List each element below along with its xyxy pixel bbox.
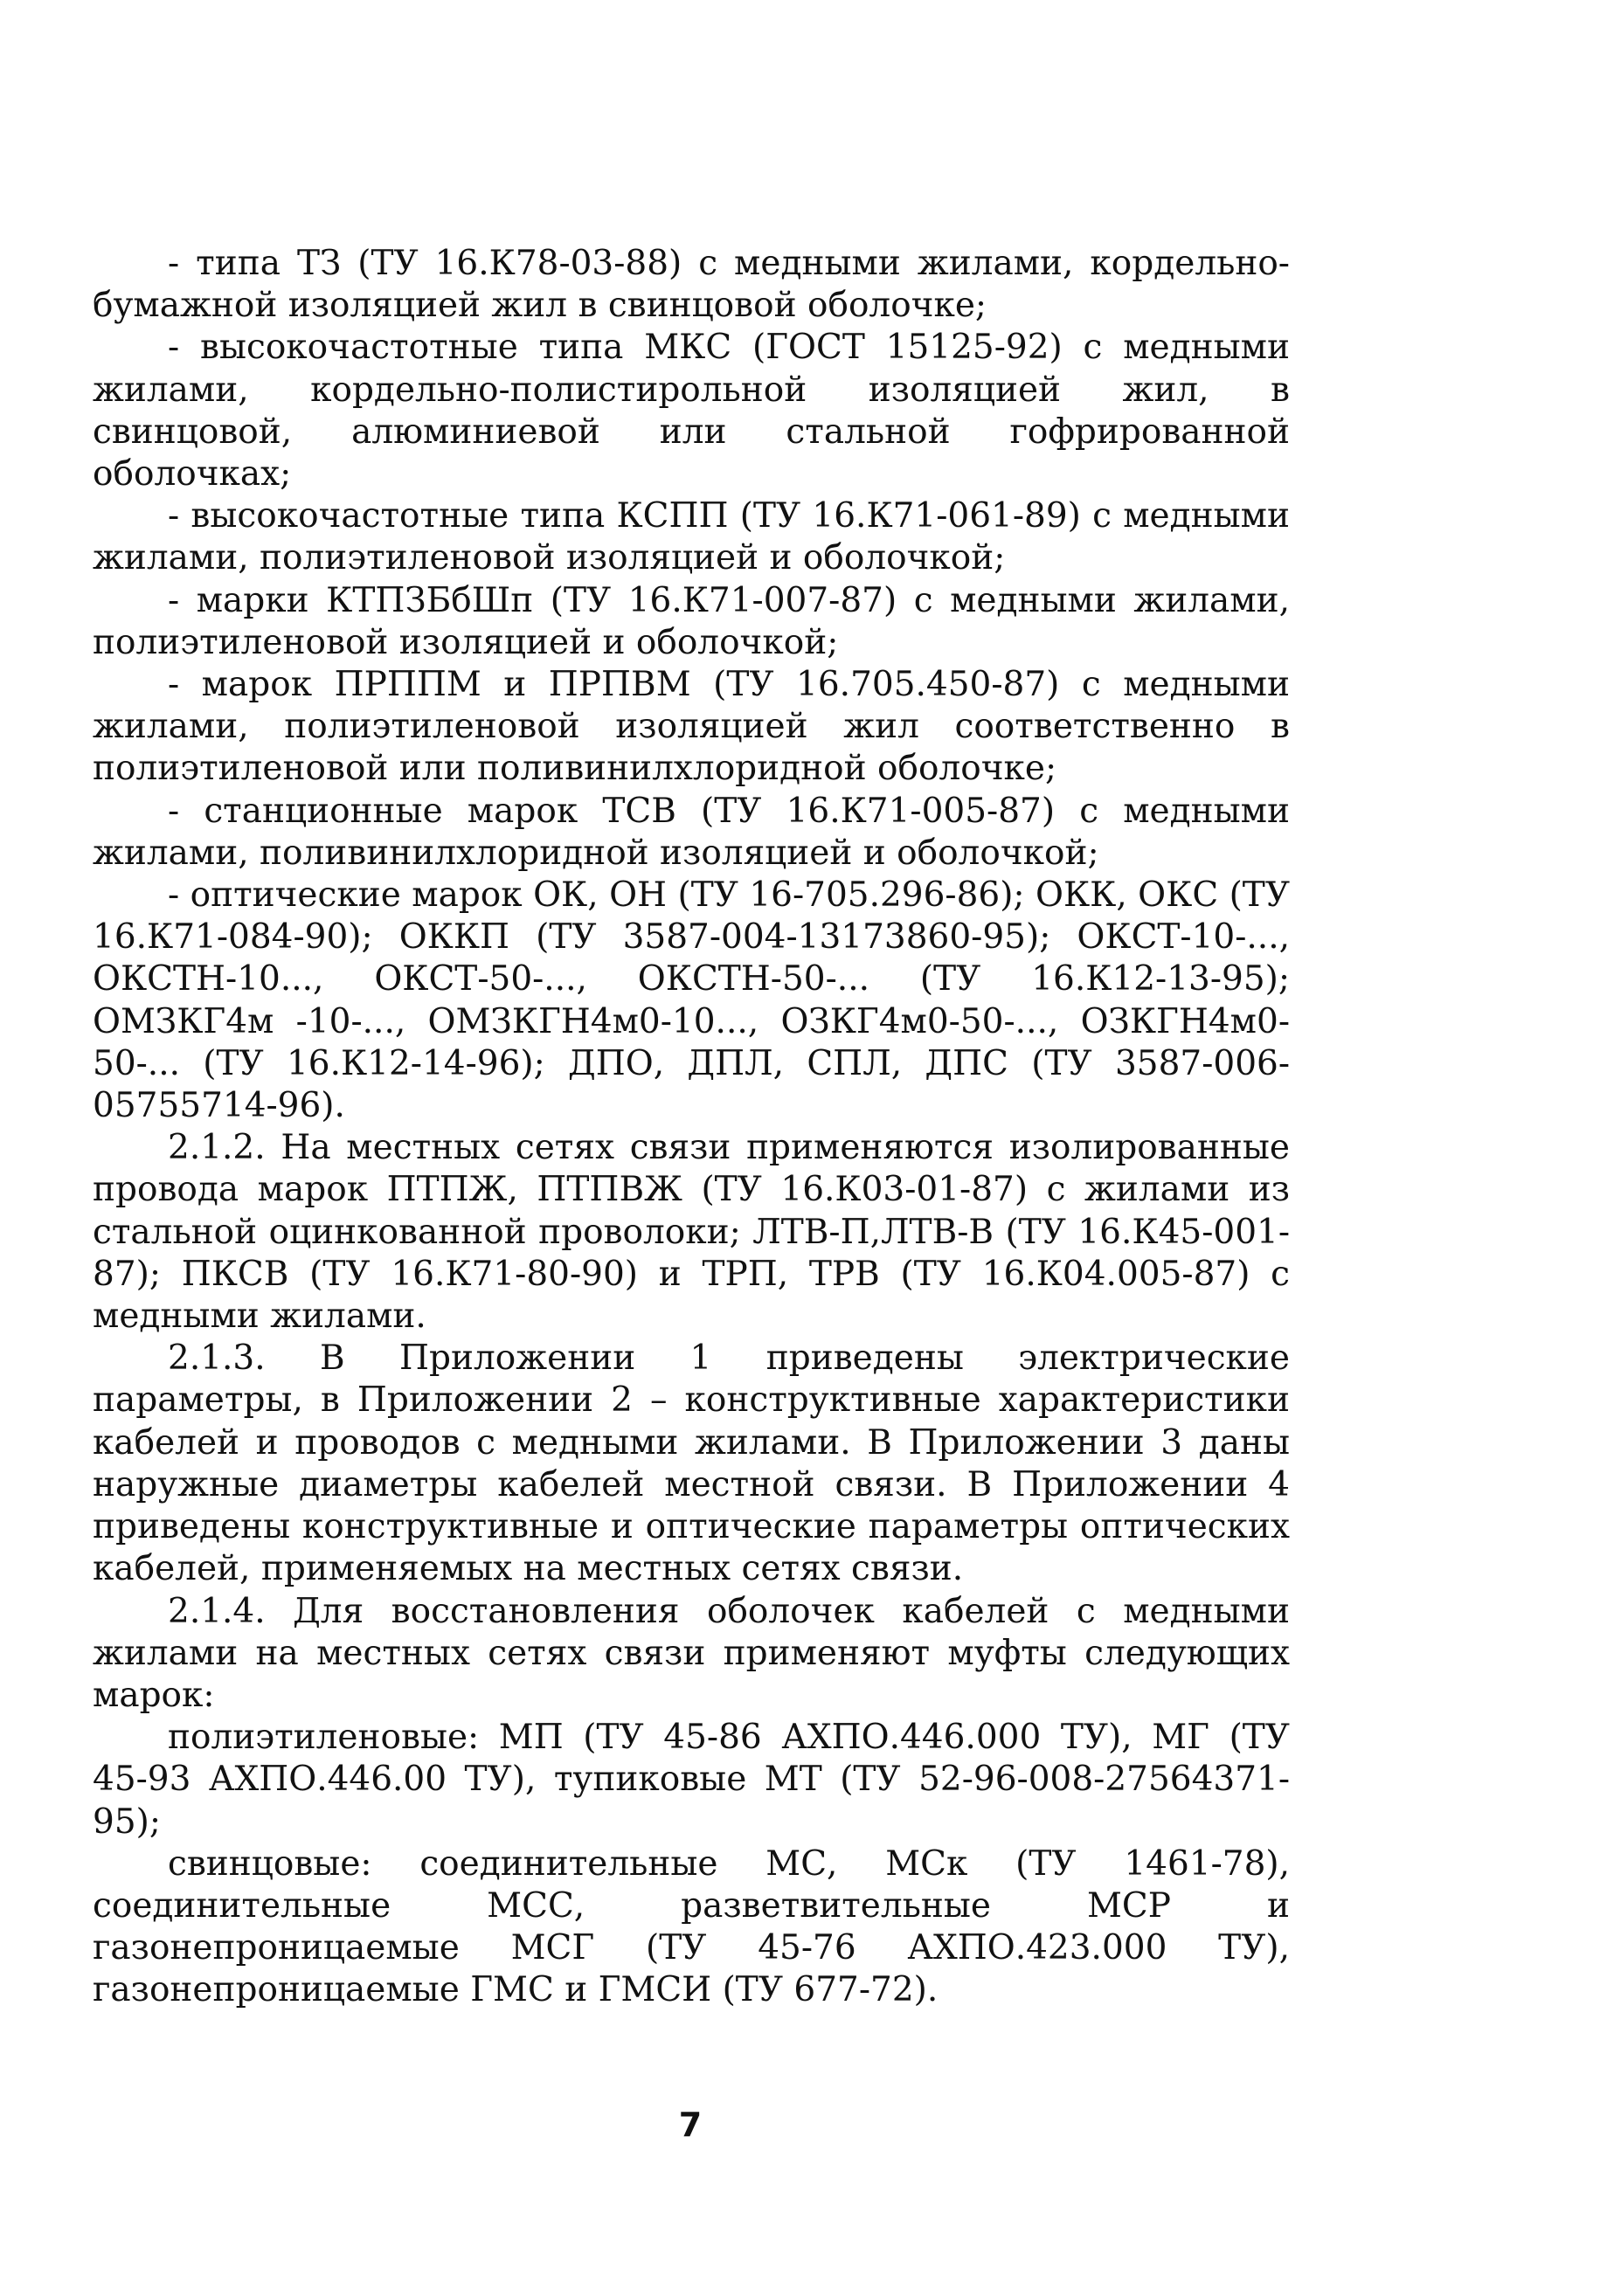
paragraph-cable-tsv: - станционные марок ТСВ (ТУ 16.К71-005-87) с медными жилами, поливинилхлоридной изоляцией и оболочкой; [93,791,1290,873]
paragraph-2-1-2: 2.1.2. На местных сетях связи применяются изолированные провода марок ПТПЖ, ПТПВЖ (ТУ 16.К03-01-87) с жилами из стальной оцинкованной проволоки; ЛТВ-П,ЛТВ-В (ТУ 16.К45-001-87); ПКСВ (ТУ 16.К71-80-90) и ТРП, ТРВ (ТУ 16.К04.005-87) с медными жилами. [93,1128,1290,1337]
paragraph-optical-cables: - оптические марок ОК, ОН (ТУ 16-705.296-86); ОКК, ОКС (ТУ 16.К71-084-90); ОККП (ТУ 3587-004-13173860-95); ОКСТ-10-..., ОКСТН-10..., ОКСТ-50-..., ОКСТН-50-... (ТУ 16.К12-13-95); ОМЗКГ4м -10-..., ОМЗКГН4м0-10..., ОЗКГ4м0-50-..., ОЗКГН4м0-50-... (ТУ 16.К12-14-96); ДПО, ДПЛ, СПЛ, ДПС (ТУ 3587-006-05755714-96). [93,875,1290,1126]
paragraph-2-1-3: 2.1.3. В Приложении 1 приведены электрические параметры, в Приложении 2 – конструктивные характеристики кабелей и проводов с медными жилами. В Приложении 3 даны наружные диаметры кабелей местной связи. В Приложении 4 приведены конструктивные и оптические параметры оптических кабелей, применяемых на местных сетях связи. [93,1338,1290,1589]
paragraph-cable-ktpzb: - марки КТПЗБбШп (ТУ 16.К71-007-87) с медными жилами, полиэтиленовой изоляцией и оболочкой; [93,580,1290,662]
paragraph-lead-couplings: свинцовые: соединительные МС, МСк (ТУ 1461-78), соединительные МСС, разветвительные МСР и газонепроницаемые МСГ (ТУ 45-76 АХПО.423.000 ТУ), газонепроницаемые ГМС и ГМСИ (ТУ 677-72). [93,1843,1290,2010]
paragraph-cable-tz: - типа ТЗ (ТУ 16.К78-03-88) с медными жилами, кордельно-бумажной изоляцией жил в свинцовой оболочке; [93,244,1290,326]
page-number: 7 [678,2106,703,2144]
paragraph-cable-mks: - высокочастотные типа МКС (ГОСТ 15125-92) с медными жилами, кордельно-полистирольной изоляцией жил, в свинцовой, алюминиевой или стальной гофрированной оболочках; [93,328,1290,494]
body-text [93,243,1290,2012]
paragraph-cable-prppm: - марок ПРППМ и ПРПВМ (ТУ 16.705.450-87) с медными жилами, полиэтиленовой изоляцией жил соответственно в полиэтиленовой или поливинилхлоридной оболочке; [93,665,1290,789]
paragraph-2-1-4: 2.1.4. Для восстановления оболочек кабелей с медными жилами на местных сетях связи применяют муфты следующих марок: [93,1591,1290,1715]
paragraph-polyethylene-couplings: полиэтиленовые: МП (ТУ 45-86 АХПО.446.000 ТУ), МГ (ТУ 45-93 АХПО.446.00 ТУ), тупиковые МТ (ТУ 52-96-008-27564371-95); [93,1718,1290,1842]
paragraph-cable-kspp: - высокочастотные типа КСПП (ТУ 16.К71-061-89) с медными жилами, полиэтиленовой изоляцией и оболочкой; [93,496,1290,578]
